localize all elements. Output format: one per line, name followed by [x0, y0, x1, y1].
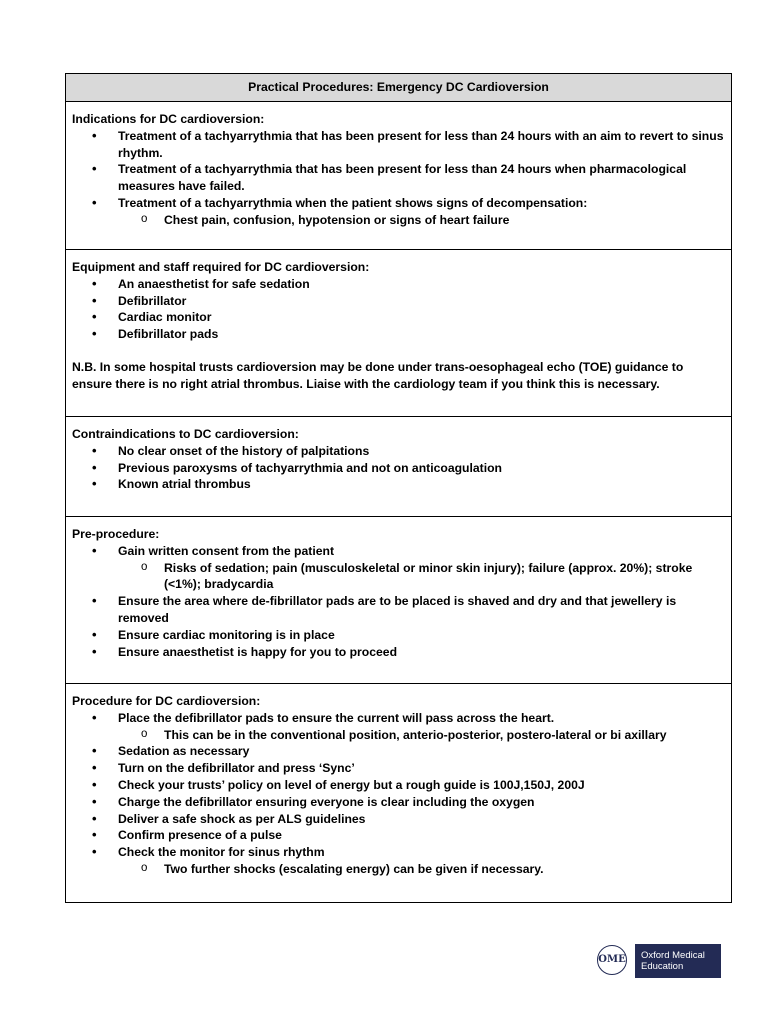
sub-list-item: o Chest pain, confusion, hypotension or signs of heart failure	[118, 212, 725, 229]
logo-line-2: Education	[641, 961, 684, 972]
list-item: • Treatment of a tachyarrythmia when the patient shows signs of decompensation: o Chest pain, confusion, hypotension or signs of heart failure	[72, 195, 725, 229]
section-equipment	[66, 250, 731, 417]
list-item: • An anaesthetist for safe sedation	[72, 276, 725, 293]
list-item: • Place the defibrillator pads to ensure the current will pass across the heart. o This can be in the conventional position, anterio-posterior, postero-lateral or bi axillary	[72, 710, 725, 744]
sub-list	[118, 212, 725, 229]
list-item: • Previous paroxysms of tachyarrythmia and not on anticoagulation	[72, 460, 725, 477]
section-contraindications	[66, 417, 731, 517]
oxford-medical-education-logo	[595, 944, 721, 978]
logo-text	[641, 950, 705, 972]
section-indications	[66, 102, 731, 250]
list-item: • Check your trusts’ policy on level of energy but a rough guide is 100J,150J, 200J	[72, 777, 725, 794]
sub-list-item: o This can be in the conventional position, anterio-posterior, postero-lateral or bi axillary	[118, 727, 725, 744]
sub-list-item: o Risks of sedation; pain (musculoskeletal or minor skin injury); failure (approx. 20%); stroke (<1%); bradycardia	[118, 560, 725, 594]
bullet-list	[72, 276, 725, 343]
list-item: • Defibrillator	[72, 293, 725, 310]
ome-seal-icon: OME	[597, 945, 627, 975]
section-title: Pre-procedure:	[72, 527, 160, 541]
list-item: • Ensure anaesthetist is happy for you to proceed	[72, 644, 725, 661]
document-title: Practical Procedures: Emergency DC Cardioversion	[66, 74, 731, 102]
bullet-list	[72, 543, 725, 661]
list-item: • Treatment of a tachyarrythmia that has been present for less than 24 hours when pharmacological measures have failed.	[72, 161, 725, 195]
note-text: N.B. In some hospital trusts cardioversion may be done under trans-oesophageal echo (TOE) guidance to ensure there is no right atrial thrombus. Liaise with the cardiology team if you think this is necessary.	[72, 359, 684, 391]
section-procedure	[66, 684, 731, 902]
section-title: Procedure for DC cardioversion:	[72, 694, 261, 708]
list-item: • Sedation as necessary	[72, 743, 725, 760]
list-item: • Confirm presence of a pulse	[72, 827, 725, 844]
sub-list	[118, 727, 725, 744]
list-item: • Deliver a safe shock as per ALS guidelines	[72, 811, 725, 828]
logo-line-1: Oxford Medical	[641, 950, 705, 961]
section-title: Indications for DC cardioversion:	[72, 112, 265, 126]
list-item: • Turn on the defibrillator and press ‘Sync’	[72, 760, 725, 777]
sub-list-item: o Two further shocks (escalating energy) can be given if necessary.	[118, 861, 725, 878]
procedure-table	[65, 73, 732, 903]
sub-list	[118, 560, 725, 594]
sub-list	[118, 861, 725, 878]
bullet-list	[72, 128, 725, 229]
logo-mark	[595, 944, 635, 978]
list-item: • Ensure the area where de-fibrillator pads are to be placed is shaved and dry and that jewellery is removed	[72, 593, 725, 627]
list-item: • Gain written consent from the patient o Risks of sedation; pain (musculoskeletal or minor skin injury); failure (approx. 20%); stroke (<1%); bradycardia	[72, 543, 725, 593]
list-item: • Known atrial thrombus	[72, 476, 725, 493]
list-item: • Cardiac monitor	[72, 309, 725, 326]
list-item: • Check the monitor for sinus rhythm o Two further shocks (escalating energy) can be given if necessary.	[72, 844, 725, 878]
bullet-list	[72, 443, 725, 493]
section-pre-procedure	[66, 517, 731, 684]
section-title: Equipment and staff required for DC cardioversion:	[72, 260, 370, 274]
section-title: Contraindications to DC cardioversion:	[72, 427, 299, 441]
list-item: • Defibrillator pads	[72, 326, 725, 343]
list-item: • No clear onset of the history of palpitations	[72, 443, 725, 460]
list-item: • Treatment of a tachyarrythmia that has been present for less than 24 hours with an aim to revert to sinus rhythm.	[72, 128, 725, 162]
list-item: • Ensure cardiac monitoring is in place	[72, 627, 725, 644]
bullet-list	[72, 710, 725, 878]
list-item: • Charge the defibrillator ensuring everyone is clear including the oxygen	[72, 794, 725, 811]
